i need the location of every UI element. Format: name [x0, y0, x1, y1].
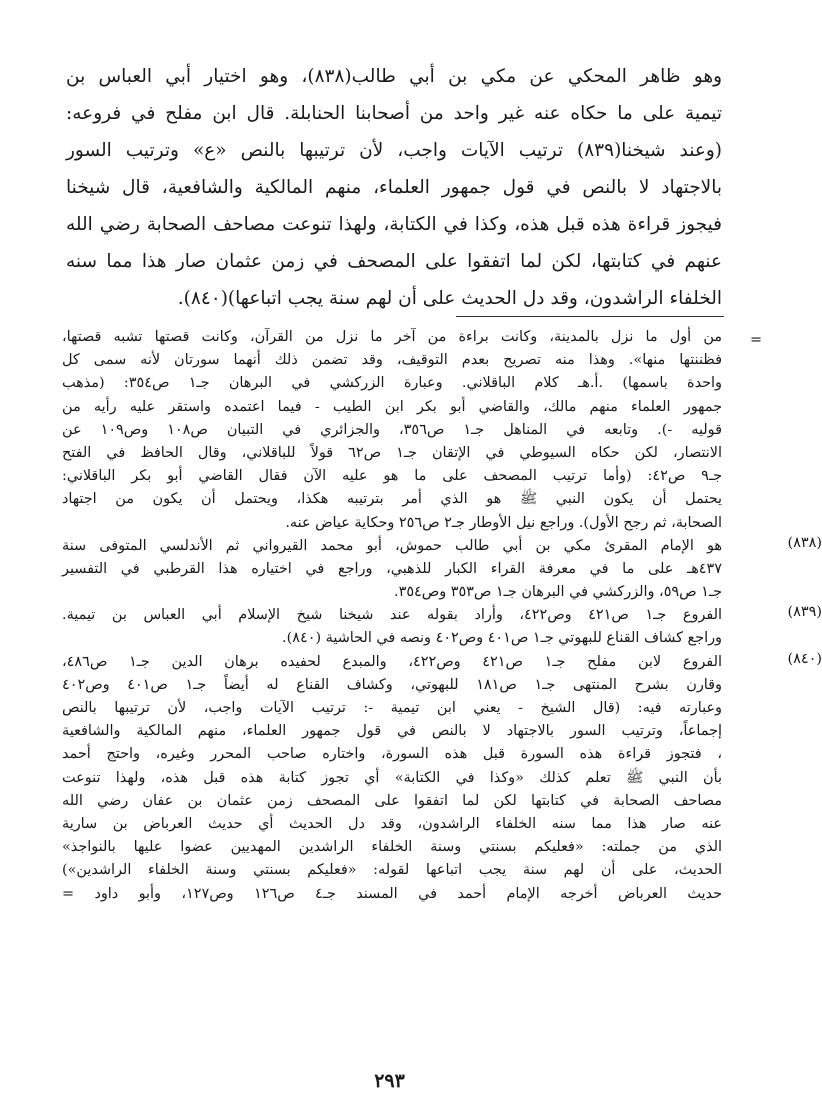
footnote-continuation	[62, 326, 762, 535]
footnote-number: (٨٣٨)	[787, 534, 822, 551]
footnote-line: يحتمل أن يكون النبي ﷺ هو الذي أمر بترتيبه هكذا، ويحتمل أن يكون من اجتهاد	[62, 491, 722, 508]
footnote-line: ، فتجوز قراءة هذه السورة قبل هذه السورة، واختاره صاحب المحرر وغيره، واحتج أحمد	[62, 746, 722, 763]
main-text-line: عنهم في كتابتها، لكن لما اتفقوا على المصحف في زمن عثمان صار هذا مما سنه	[66, 251, 722, 272]
footnote-line: بأن النبي ﷺ تعلم كذلك «وكذا في الكتابة» أي تجوز كتابة هذه قبل هذه، ولهذا تنوعت	[62, 769, 722, 786]
continuation-marker: =	[749, 332, 762, 348]
footnote-line: قوليه -). وتابعه في المناهل جـ١ ص٣٥٦، والجزائري في التبيان ص١٠٨ وص١٠٩ عن	[62, 421, 722, 438]
footnote-line: الحديث، على أن لهم سنة يجب اتباعها لقوله: «فعليكم بسنتي وسنة الخلفاء الراشدين»)	[62, 862, 722, 879]
footnote-line: حديث العرباض أخرجه الإمام أحمد في المسند جـ٤ ص١٢٦ وص١٢٧، وأبو داود =	[62, 885, 722, 902]
footnote-line: وراجع كشاف القناع للبهوتي جـ١ ص٤٠١ وص٤٠٢ ونصه في الحاشية (٨٤٠).	[282, 630, 722, 647]
footnote-line: مصاحف الصحابة في كتابتها لكن لما اتفقوا على المصحف زمن عثمان بن عفان رضي الله	[62, 792, 722, 809]
footnotes	[62, 326, 822, 906]
footnote-line: الذي من جملته: «فعليكم بسنتي وسنة الخلفاء الراشدين المهديين عضوا عليها بالنواجذ»	[62, 839, 722, 856]
footnote-line: الفروع لابن مفلح جـ١ ص٤٢١ وص٤٢٢، والمبدع لحفيده برهان الدين جـ١ ص٤٨٦،	[62, 653, 722, 670]
footnote-line: وقارن بشرح المنتهى جـ١ ص١٨١ للبهوتي، وكشاف القناع له أيضاً جـ١ ص٤٠١ وص٤٠٢	[62, 676, 723, 693]
footnote-line: الانتصار، لكن حكاه السيوطي في الإتقان جـ١ ص٦٢ قولاً للباقلاني، وقال الحافظ في الفتح	[62, 444, 722, 461]
main-text-line: فيجوز قراءة هذه قبل هذه، وكذا في الكتابة، ولهذا تنوعت مصاحف الصحابة رضي الله	[66, 214, 722, 235]
footnote-line: واحدة باسمها) .أ.هـ كلام الباقلاني. وعبارة الزركشي في البرهان جـ١ ص٣٥٤: (مذهب	[62, 375, 722, 392]
footnote-line: الصحابة، ثم رجح الأول). وراجع نيل الأوطار جـ٢ ص٢٥٦ وحكاية عياض عنه.	[285, 514, 722, 531]
footnote-number: (٨٣٩)	[787, 604, 822, 621]
footnote-line: إجماعاً، وترتيب السور بالاجتهاد لا بالنص في قول جمهور العلماء، منهم المالكية والشافعية	[62, 723, 722, 740]
footnote-line: ٤٣٧هـ على ما في معرفة القراء الكبار للذهبي، وراجع في اختياره هذا القرطبي في التفسير	[62, 560, 722, 577]
main-text-line: وهو ظاهر المحكي عن مكي بن أبي طالب(٨٣٨)، وهو اختيار أبي العباس بن	[66, 66, 723, 87]
main-text-line: بالاجتهاد لا بالنص في قول جمهور العلماء، منهم المالكية والشافعية، قال شيخنا	[66, 177, 722, 198]
footnote-line: هو الإمام المقرئ مكي بن أبي طالب حموش، أبو محمد القيرواني ثم الأندلسي المتوفى سنة	[62, 537, 722, 554]
footnote-840	[62, 650, 822, 906]
footnote-line: من أول ما نزل بالمدينة، وكانت براءة من آخر ما نزل من القرآن، وكانت قصتها تشبه قصتها،	[62, 329, 722, 345]
footnote-line: جـ٩ ص٤٢: (وأما ترتيب المصحف على ما هو عليه الآن فقال القاضي أبو بكر الباقلاني:	[62, 468, 722, 485]
footnote-839	[62, 604, 822, 650]
main-text-line: تيمية على ما حكاه عنه غير واحد من أصحابنا الحنابلة. قال ابن مفلح في فروعه:	[66, 103, 722, 124]
footnote-line: وعبارته فيه: (قال الشيخ - يعني ابن تيمية -: ترتيب الآيات واجب، لأن ترتيبها بالنص	[62, 700, 722, 716]
page-number: ٢٩٣	[374, 1070, 405, 1092]
main-text	[66, 58, 722, 317]
footnote-line: جـ١ ص٥٩، والزركشي في البرهان جـ١ ص٣٥٣ وص٣٥٤.	[394, 584, 722, 601]
footnote-line: الفروع جـ١ ص٤٢١ وص٤٢٢، وأراد بقوله عند شيخنا شيخ الإسلام أبي العباس بن تيمية.	[62, 607, 722, 624]
footnote-separator	[456, 316, 724, 317]
main-text-line: (وعند شيخنا(٨٣٩) ترتيب الآيات واجب، لأن ترتيبها بالنص «ع» وترتيب السور	[66, 140, 723, 161]
footnote-838	[62, 534, 822, 605]
main-text-line: الخلفاء الراشدون، وقد دل الحديث على أن لهم سنة يجب اتباعها)(٨٤٠).	[177, 288, 722, 309]
footnote-line: فظننتها منها». وهذا منه تصريح بعدم التوقيف، وقد تضمن ذلك أنهما سورتان لأنه سمى كل	[62, 352, 722, 369]
footnote-line: جمهور العلماء منهم مالك، والقاضي أبو بكر ابن الطيب - فيما اعتمده واستقر عليه رأيه من	[62, 398, 722, 415]
footnote-line: عنه صار هذا مما سنه الخلفاء الراشدون، وقد دل الحديث أي حديث العرباض بن سارية	[62, 815, 722, 832]
footnote-number: (٨٤٠)	[787, 650, 822, 667]
